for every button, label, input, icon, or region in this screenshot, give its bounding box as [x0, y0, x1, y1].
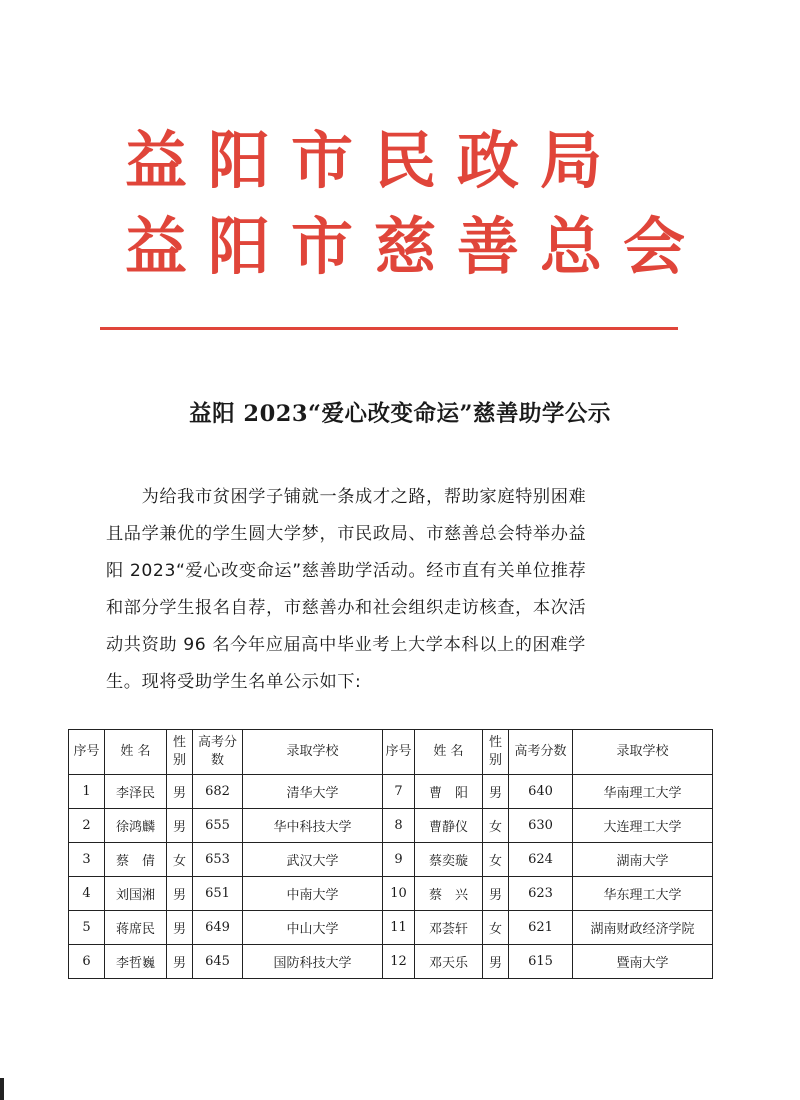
cell-score: 682	[193, 775, 243, 809]
cell-index: 12	[383, 945, 415, 979]
header-cell-school: 录取学校	[243, 730, 383, 775]
header-spacer	[623, 130, 685, 192]
header-cell-index: 序号	[383, 730, 415, 775]
cell-name: 蔡 倩	[105, 843, 167, 877]
cell-name: 邓天乐	[415, 945, 483, 979]
body-line: 动共资助 96 名今年应届高中毕业考上大学本科以上的困难学	[106, 635, 586, 655]
cell-score: 640	[509, 775, 573, 809]
header-char: 益	[125, 210, 188, 283]
cell-index: 9	[383, 843, 415, 877]
table-row	[69, 945, 713, 979]
cell-score: 651	[193, 877, 243, 911]
cell-score: 630	[509, 809, 573, 843]
cell-index: 11	[383, 911, 415, 945]
header-char: 市	[291, 210, 354, 283]
cell-index: 4	[69, 877, 105, 911]
cell-name: 蔡 兴	[415, 877, 483, 911]
cell-school: 华东理工大学	[573, 877, 713, 911]
table-row	[69, 843, 713, 877]
body-line: 且品学兼优的学生圆大学梦，市民政局、市慈善总会特举办益	[106, 524, 587, 544]
cell-gender: 男	[167, 945, 193, 979]
issuer-name-civil-affairs	[125, 124, 685, 197]
header-char: 阳	[208, 124, 271, 197]
cell-gender: 女	[483, 911, 509, 945]
cell-score: 653	[193, 843, 243, 877]
header-cell-score: 高考分数	[509, 730, 573, 775]
cell-index: 10	[383, 877, 415, 911]
header-char: 政	[457, 124, 520, 197]
cell-name: 蔡奕璇	[415, 843, 483, 877]
header-cell-name: 姓 名	[105, 730, 167, 775]
cell-school: 武汉大学	[243, 843, 383, 877]
header-char: 市	[291, 124, 354, 197]
header-char: 总	[540, 210, 603, 283]
header-cell-index: 序号	[69, 730, 105, 775]
cell-school: 华中科技大学	[243, 809, 383, 843]
cell-index: 8	[383, 809, 415, 843]
cell-school: 华南理工大学	[573, 775, 713, 809]
cell-name: 蒋席民	[105, 911, 167, 945]
cell-name: 李哲巍	[105, 945, 167, 979]
header-cell-school: 录取学校	[573, 730, 713, 775]
cell-gender: 男	[167, 809, 193, 843]
cell-index: 7	[383, 775, 415, 809]
header-char: 慈	[374, 210, 437, 283]
cell-score: 623	[509, 877, 573, 911]
cell-gender: 女	[483, 809, 509, 843]
body-line: 生。现将受助学生名单公示如下:	[106, 672, 362, 692]
cell-name: 曹静仪	[415, 809, 483, 843]
cell-score: 655	[193, 809, 243, 843]
body-paragraph	[106, 479, 684, 701]
scan-edge-mark	[0, 1078, 4, 1100]
cell-index: 1	[69, 775, 105, 809]
cell-school: 湖南大学	[573, 843, 713, 877]
header-char: 会	[623, 210, 686, 283]
cell-gender: 男	[483, 877, 509, 911]
cell-school: 清华大学	[243, 775, 383, 809]
cell-index: 6	[69, 945, 105, 979]
cell-school: 中山大学	[243, 911, 383, 945]
cell-gender: 男	[167, 911, 193, 945]
cell-name: 刘国湘	[105, 877, 167, 911]
header-cell-name: 姓 名	[415, 730, 483, 775]
cell-score: 645	[193, 945, 243, 979]
header-cell-gender: 性别	[167, 730, 193, 775]
issuer-name-charity-federation	[125, 210, 686, 283]
student-list-table	[68, 729, 713, 979]
cell-score: 615	[509, 945, 573, 979]
cell-gender: 男	[483, 775, 509, 809]
cell-name: 徐鸿麟	[105, 809, 167, 843]
table-row	[69, 775, 713, 809]
table-row	[69, 809, 713, 843]
header-char: 阳	[208, 210, 271, 283]
body-line: 阳 2023“爱心改变命运”慈善助学活动。经市直有关单位推荐	[106, 561, 587, 581]
cell-school: 湖南财政经济学院	[573, 911, 713, 945]
table-row	[69, 877, 713, 911]
header-cell-score: 高考分数	[193, 730, 243, 775]
cell-score: 621	[509, 911, 573, 945]
cell-gender: 男	[167, 775, 193, 809]
header-cell-gender: 性别	[483, 730, 509, 775]
header-char: 局	[540, 124, 603, 197]
cell-gender: 男	[483, 945, 509, 979]
header-char: 益	[125, 124, 188, 197]
cell-school: 中南大学	[243, 877, 383, 911]
cell-name: 邓荟轩	[415, 911, 483, 945]
cell-gender: 女	[167, 843, 193, 877]
cell-name: 李泽民	[105, 775, 167, 809]
header-divider	[100, 327, 678, 330]
cell-school: 国防科技大学	[243, 945, 383, 979]
document-title: 益阳 2023“爱心改变命运”慈善助学公示	[189, 401, 611, 427]
cell-gender: 男	[167, 877, 193, 911]
cell-school: 暨南大学	[573, 945, 713, 979]
cell-gender: 女	[483, 843, 509, 877]
table-header-row	[69, 730, 713, 775]
header-char: 善	[457, 210, 520, 283]
cell-score: 649	[193, 911, 243, 945]
cell-score: 624	[509, 843, 573, 877]
table-row	[69, 911, 713, 945]
body-line: 和部分学生报名自荐，市慈善办和社会组织走访核查，本次活	[106, 598, 587, 618]
cell-index: 3	[69, 843, 105, 877]
cell-index: 2	[69, 809, 105, 843]
cell-name: 曹 阳	[415, 775, 483, 809]
cell-index: 5	[69, 911, 105, 945]
cell-school: 大连理工大学	[573, 809, 713, 843]
body-line: 为给我市贫困学子铺就一条成才之路，帮助家庭特别困难	[106, 487, 587, 507]
header-char: 民	[374, 124, 437, 197]
